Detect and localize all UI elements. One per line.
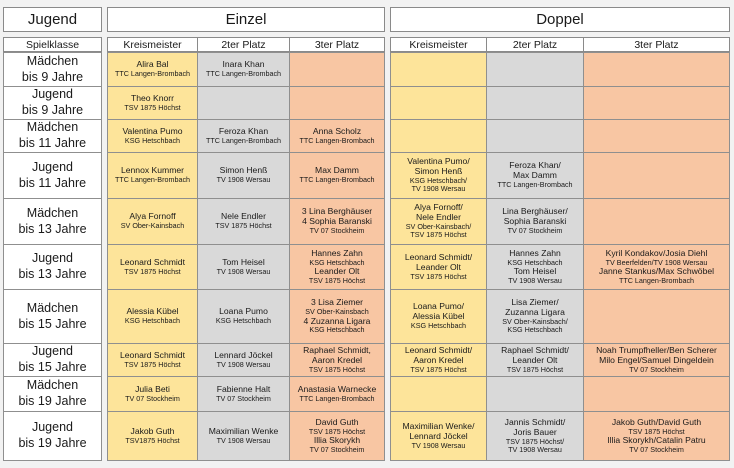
category-label: Jugend	[31, 344, 73, 359]
category-label: Jugend	[31, 420, 73, 435]
player-name: Leonard Schmidt	[120, 256, 185, 267]
einzel-2ter-platz-cell	[197, 376, 290, 412]
club-name: TTC Langen-Brombach	[114, 69, 191, 79]
einzel-2ter-platz-cell	[197, 86, 290, 120]
doppel-kreismeister-cell	[390, 376, 487, 412]
doppel-kreismeister-cell	[390, 198, 487, 245]
club-name: TSV 1875 Höchst	[410, 230, 467, 240]
player-name: 3 Lina Berghäuser	[301, 206, 373, 217]
player-name: Jannis Schmidt/	[504, 416, 566, 427]
club-name: TSV 1875 Höchst	[308, 426, 366, 436]
club-name: TV 07 Stockheim	[216, 393, 271, 403]
einzel-kreismeister-cell	[107, 411, 198, 461]
header-doppel	[390, 7, 730, 32]
category-cell	[3, 52, 102, 87]
player-name: Lennox Kummer	[120, 165, 185, 176]
club-name: TSV 1875 Höchst	[410, 364, 467, 374]
player-name: Kyril Kondakov/Josia Diehl	[605, 247, 708, 258]
club-name: TTC Langen-Brombach	[114, 175, 191, 185]
category-label: Mädchen	[26, 300, 79, 315]
club-name: TV 1908 Wersau	[508, 444, 562, 454]
subheader-doppel-kreismeister	[390, 37, 487, 52]
player-name: Inara Khan	[222, 59, 265, 70]
doppel-3ter-platz-cell	[583, 411, 730, 461]
einzel-2ter-platz-cell	[197, 52, 290, 87]
category-label: Jugend	[31, 87, 73, 102]
player-name: Alya Fornoff	[129, 211, 176, 222]
einzel-kreismeister-cell	[107, 52, 198, 87]
player-name: Valentina Pumo/	[407, 156, 470, 167]
club-name: TV 07 Stockheim	[309, 226, 365, 236]
category-cell	[3, 343, 102, 377]
category-label: Jugend	[31, 159, 73, 174]
doppel-kreismeister-cell	[390, 86, 487, 120]
subheader-spielklasse-label: Spielklasse	[25, 38, 80, 51]
player-name: Simon Henß	[219, 165, 268, 176]
subheader-doppel-3ter-platz	[583, 37, 730, 52]
doppel-3ter-platz-cell	[583, 86, 730, 120]
club-name: TSV 1875 Höchst	[124, 359, 181, 369]
subheader-doppel-2ter-platz	[486, 37, 584, 52]
club-name: TSV 1875 Höchst	[124, 266, 181, 276]
club-name: TV 1908 Wersau	[216, 266, 271, 276]
doppel-kreismeister-cell	[390, 289, 487, 344]
club-name: TSV 1875 Höchst	[628, 426, 685, 436]
einzel-kreismeister-cell	[107, 152, 198, 199]
player-name: Lennard Jöckel	[409, 430, 468, 441]
club-name: TV 1908 Wersau	[508, 275, 562, 285]
player-name: Julia Beti	[135, 383, 170, 394]
player-name: Raphael Schmidt/	[501, 344, 569, 355]
player-name: Joris Bauer	[513, 426, 557, 437]
subheader-label: 2ter Platz	[221, 38, 266, 51]
player-name: Loana Pumo/	[412, 301, 465, 312]
category-label: Mädchen	[26, 120, 79, 135]
einzel-2ter-platz-cell	[197, 152, 290, 199]
category-label: Jugend	[31, 251, 73, 266]
club-name: KSG Hetschbach/	[409, 176, 468, 186]
doppel-2ter-platz-cell	[486, 198, 584, 245]
player-name: Zuzanna Ligara	[505, 307, 565, 318]
club-name: TTC Langen-Brombach	[299, 135, 375, 145]
doppel-3ter-platz-cell	[583, 119, 730, 153]
einzel-3ter-platz-cell	[289, 119, 385, 153]
doppel-2ter-platz-cell	[486, 86, 584, 120]
subheader-einzel-kreismeister	[107, 37, 198, 52]
club-name: TV Beerfelden/TV 1908 Wersau	[605, 257, 708, 267]
einzel-kreismeister-cell	[107, 198, 198, 245]
club-name: KSG Hetschbach	[309, 325, 365, 335]
doppel-kreismeister-cell	[390, 244, 487, 290]
category-label: bis 15 Jahre	[18, 316, 87, 331]
einzel-2ter-platz-cell	[197, 343, 290, 377]
einzel-kreismeister-cell	[107, 86, 198, 120]
doppel-2ter-platz-cell	[486, 52, 584, 87]
einzel-3ter-platz-cell	[289, 152, 385, 199]
club-name: TTC Langen-Brombach	[618, 275, 695, 285]
category-label: Mädchen	[26, 378, 79, 393]
club-name: TSV 1875 Höchst	[124, 102, 181, 112]
club-name: TSV 1875 Höchst	[308, 364, 366, 374]
einzel-3ter-platz-cell	[289, 244, 385, 290]
player-name: Lina Berghäuser/	[502, 206, 568, 217]
player-name: Nele Endler	[416, 212, 461, 223]
club-name: TSV1875 Höchst	[125, 435, 180, 445]
player-name: Feroza Khan/	[509, 160, 561, 171]
club-name: TTC Langen-Brombach	[299, 393, 375, 403]
player-name: Hannes Zahn	[311, 247, 363, 258]
player-name: Anna Scholz	[312, 125, 362, 136]
doppel-kreismeister-cell	[390, 343, 487, 377]
player-name: Aaron Kredel	[311, 354, 363, 365]
player-name: Feroza Khan	[218, 125, 269, 136]
player-name: Milo Engel/Samuel Dingeldein	[599, 354, 714, 365]
doppel-2ter-platz-cell	[486, 244, 584, 290]
doppel-kreismeister-cell	[390, 119, 487, 153]
subheader-label: 3ter Platz	[314, 38, 360, 51]
category-cell	[3, 198, 102, 245]
club-name: TSV 1875 Höchst	[308, 275, 366, 285]
header-doppel-label: Doppel	[536, 11, 584, 28]
einzel-3ter-platz-cell	[289, 198, 385, 245]
player-name: Alira Bal	[136, 59, 169, 70]
einzel-3ter-platz-cell	[289, 86, 385, 120]
player-name: Leander Olt	[512, 354, 558, 365]
club-name: TV 1908 Wersau	[216, 435, 271, 445]
subheader-label: Kreismeister	[123, 38, 182, 51]
club-name: TV 07 Stockheim	[309, 444, 365, 454]
club-name: TV 1908 Wersau	[216, 175, 271, 185]
einzel-kreismeister-cell	[107, 343, 198, 377]
club-name: KSG Hetschbach	[309, 257, 365, 267]
subheader-einzel-3ter-platz	[289, 37, 385, 52]
doppel-3ter-platz-cell	[583, 343, 730, 377]
player-name: Leonard Schmidt/	[404, 251, 473, 262]
player-name: Anastasia Warnecke	[297, 383, 377, 394]
doppel-2ter-platz-cell	[486, 411, 584, 461]
doppel-2ter-platz-cell	[486, 376, 584, 412]
subheader-label: 3ter Platz	[634, 38, 679, 51]
einzel-kreismeister-cell	[107, 119, 198, 153]
category-cell	[3, 289, 102, 344]
club-name: KSG Hetschbach	[507, 257, 563, 267]
einzel-3ter-platz-cell	[289, 343, 385, 377]
category-cell	[3, 86, 102, 120]
club-name: KSG Hetschbach	[215, 316, 272, 326]
doppel-3ter-platz-cell	[583, 376, 730, 412]
category-label: bis 15 Jahre	[18, 360, 87, 374]
club-name: SV Ober-Kainsbach/	[405, 222, 472, 232]
category-label: bis 11 Jahre	[18, 136, 87, 150]
einzel-2ter-platz-cell	[197, 411, 290, 461]
category-label: bis 11 Jahre	[18, 175, 87, 190]
doppel-kreismeister-cell	[390, 152, 487, 199]
doppel-3ter-platz-cell	[583, 244, 730, 290]
doppel-kreismeister-cell	[390, 411, 487, 461]
club-name: TV 1908 Wersau	[411, 440, 466, 450]
player-name: Jakob Guth/David Guth	[611, 416, 702, 427]
einzel-3ter-platz-cell	[289, 52, 385, 87]
player-name: Leonard Schmidt	[120, 349, 185, 360]
club-name: TTC Langen-Brombach	[497, 180, 573, 190]
player-name: Lisa Ziemer/	[511, 297, 559, 308]
player-name: David Guth	[315, 416, 359, 427]
player-name: Leander Olt	[416, 261, 461, 272]
club-name: TV 07 Stockheim	[629, 364, 684, 374]
category-cell	[3, 119, 102, 153]
category-cell	[3, 152, 102, 199]
player-name: Max Damm	[315, 165, 359, 176]
header-einzel	[107, 7, 385, 32]
player-name: Noah Trumpfheller/Ben Scherer	[596, 344, 717, 355]
doppel-2ter-platz-cell	[486, 289, 584, 344]
player-name: Leonard Schmidt/	[404, 344, 473, 355]
player-name: Alessia Kübel	[126, 306, 179, 317]
club-name: TV 1908 Wersau	[216, 359, 271, 369]
club-name: KSG Hetschbach	[124, 316, 181, 326]
category-label: Mädchen	[26, 205, 79, 220]
einzel-3ter-platz-cell	[289, 289, 385, 344]
player-name: Leander Olt	[314, 266, 360, 276]
club-name: TTC Langen-Brombach	[205, 69, 282, 79]
einzel-kreismeister-cell	[107, 289, 198, 344]
einzel-3ter-platz-cell	[289, 411, 385, 461]
player-name: Valentina Pumo	[122, 125, 183, 136]
player-name: Tom Heisel	[513, 266, 557, 276]
player-name: Raphael Schmidt,	[303, 344, 371, 355]
player-name: Nele Endler	[221, 211, 266, 222]
club-name: TV 07 Stockheim	[507, 226, 563, 236]
header-einzel-label: Einzel	[225, 11, 267, 28]
category-label: bis 13 Jahre	[18, 267, 87, 281]
club-name: TTC Langen-Brombach	[299, 175, 375, 185]
einzel-2ter-platz-cell	[197, 289, 290, 344]
club-name: KSG Hetschbach	[124, 135, 181, 145]
player-name: Max Damm	[513, 170, 557, 181]
player-name: Maximilian Wenke/	[402, 420, 475, 431]
doppel-3ter-platz-cell	[583, 198, 730, 245]
doppel-3ter-platz-cell	[583, 289, 730, 344]
einzel-2ter-platz-cell	[197, 119, 290, 153]
category-label: bis 9 Jahre	[21, 103, 84, 117]
subheader-spielklasse	[3, 37, 102, 52]
subheader-label: Kreismeister	[409, 38, 468, 51]
category-cell	[3, 411, 102, 461]
club-name: SV Ober-Kainsbach	[120, 221, 185, 231]
category-cell	[3, 376, 102, 412]
doppel-2ter-platz-cell	[486, 152, 584, 199]
category-label: bis 13 Jahre	[18, 221, 87, 236]
player-name: Illia Skorykh	[313, 435, 361, 445]
einzel-2ter-platz-cell	[197, 244, 290, 290]
club-name: SV Ober-Kainsbach/	[502, 317, 568, 327]
einzel-3ter-platz-cell	[289, 376, 385, 412]
player-name: Maximilian Wenke	[208, 425, 279, 436]
player-name: Janne Stankus/Max Schwöbel	[598, 266, 715, 276]
player-name: Simon Henß	[414, 166, 463, 177]
doppel-3ter-platz-cell	[583, 152, 730, 199]
header-jugend	[3, 7, 102, 32]
einzel-kreismeister-cell	[107, 244, 198, 290]
category-label: bis 9 Jahre	[21, 69, 84, 84]
player-name: Hannes Zahn	[509, 247, 561, 258]
doppel-2ter-platz-cell	[486, 119, 584, 153]
club-name: TSV 1875 Höchst	[215, 221, 272, 231]
subheader-label: 2ter Platz	[512, 38, 558, 51]
player-name: Jakob Guth	[130, 425, 175, 436]
club-name: TTC Langen-Brombach	[205, 135, 282, 145]
doppel-3ter-platz-cell	[583, 52, 730, 87]
player-name: 4 Sophia Baranski	[302, 216, 372, 227]
category-label: bis 19 Jahre	[18, 394, 87, 408]
player-name: Alessia Kübel	[412, 311, 465, 322]
club-name: TV 07 Stockheim	[629, 444, 684, 454]
category-label: bis 19 Jahre	[18, 436, 87, 450]
club-name: TSV 1875 Höchst	[506, 364, 564, 374]
category-label: Mädchen	[26, 53, 79, 68]
doppel-kreismeister-cell	[390, 52, 487, 87]
club-name: KSG Hetschbach	[410, 321, 467, 331]
player-name: Fabienne Halt	[216, 383, 271, 394]
club-name: TSV 1875 Höchst	[410, 271, 467, 281]
einzel-2ter-platz-cell	[197, 198, 290, 245]
subheader-einzel-2ter-platz	[197, 37, 290, 52]
doppel-2ter-platz-cell	[486, 343, 584, 377]
club-name: TV 07 Stockheim	[125, 393, 180, 403]
player-name: Aaron Kredel	[413, 354, 464, 365]
category-cell	[3, 244, 102, 290]
club-name: SV Ober-Kainsbach	[305, 307, 369, 317]
player-name: Theo Knorr	[131, 92, 174, 103]
header-jugend-label: Jugend	[27, 11, 78, 28]
einzel-kreismeister-cell	[107, 376, 198, 412]
player-name: Tom Heisel	[222, 256, 265, 267]
club-name: TSV 1875 Höchst/	[505, 436, 565, 446]
player-name: 3 Lisa Ziemer	[310, 297, 364, 308]
player-name: Sophia Baranski	[503, 216, 567, 227]
player-name: Illia Skorykh/Catalin Patru	[607, 435, 706, 445]
club-name: TV 1908 Wersau	[411, 184, 466, 194]
player-name: Alya Fornoff/	[414, 202, 463, 213]
player-name: Loana Pumo	[219, 306, 268, 317]
player-name: 4 Zuzanna Ligara	[303, 315, 371, 326]
player-name: Lennard Jöckel	[214, 349, 273, 360]
club-name: KSG Hetschbach	[507, 325, 563, 335]
